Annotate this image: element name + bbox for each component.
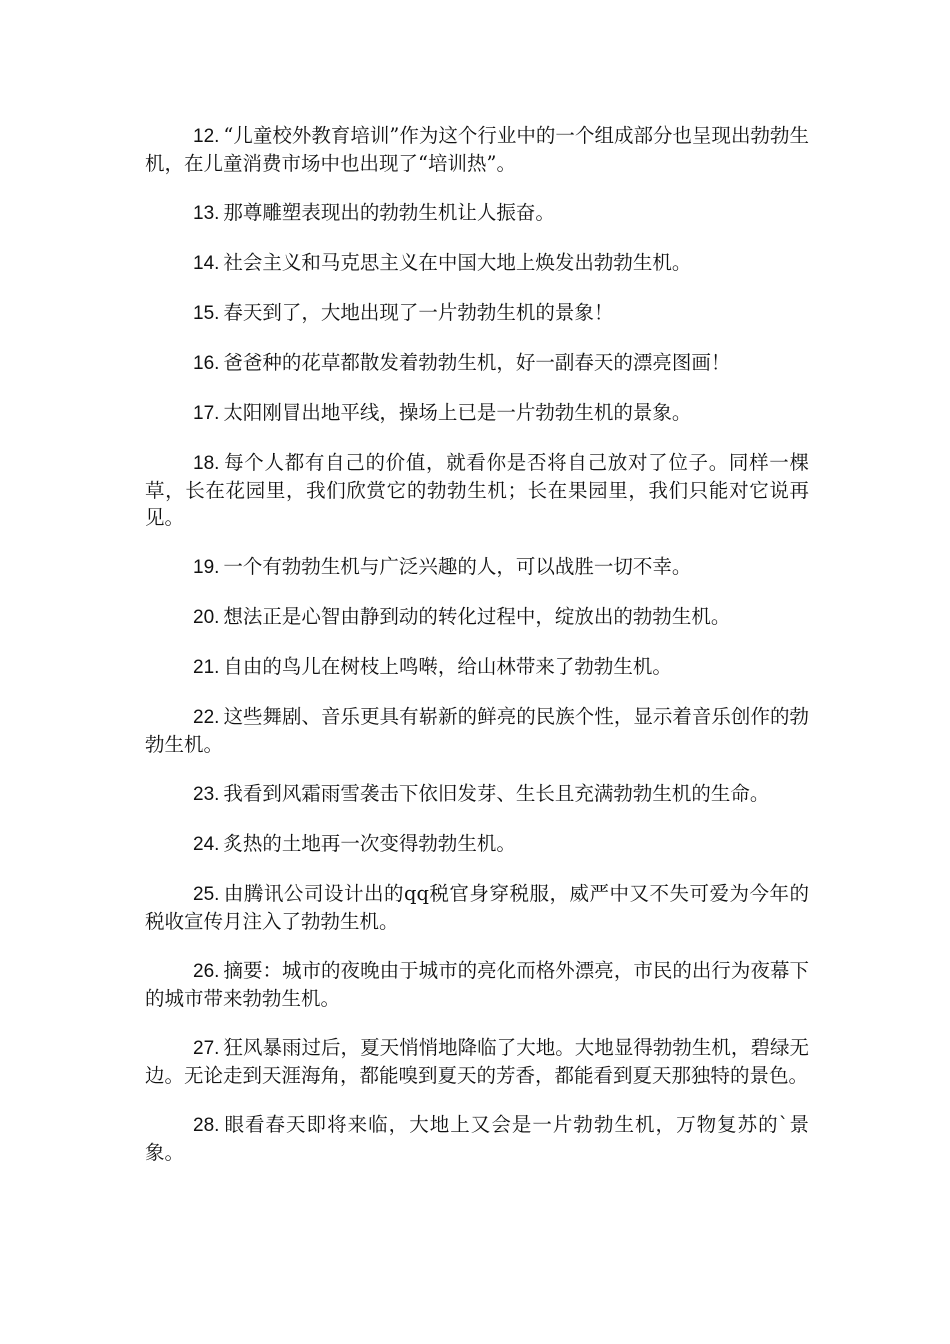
- item-text: 眼看春天即将来临，大地上又会是一片勃勃生机，万物复苏的`景象。: [145, 1113, 809, 1164]
- item-number: 22.: [193, 707, 220, 728]
- item-number: 19.: [193, 557, 220, 578]
- paragraph-25: [145, 880, 809, 935]
- item-text: 我看到风霜雨雪袭击下依旧发芽、生长且充满勃勃生机的生命。: [223, 782, 770, 805]
- item-text: 狂风暴雨过后，夏天悄悄地降临了大地。大地显得勃勃生机，碧绿无边。无论走到天涯海角，都能嗅到夏天的芳香，都能看到夏天那独特的景色。: [145, 1036, 809, 1087]
- item-number: 24.: [193, 834, 220, 855]
- item-number: 18.: [193, 453, 220, 474]
- item-number: 17.: [193, 403, 220, 424]
- item-text: 春天到了，大地出现了一片勃勃生机的景象！: [223, 301, 614, 324]
- item-number: 15.: [193, 303, 220, 324]
- paragraph-18: [145, 449, 809, 531]
- item-text: 自由的鸟儿在树枝上鸣啭，给山林带来了勃勃生机。: [223, 655, 672, 678]
- item-text: 炙热的土地再一次变得勃勃生机。: [223, 832, 516, 855]
- paragraph-22: [145, 703, 809, 758]
- item-number: 21.: [193, 657, 220, 678]
- item-text: 摘要：城市的夜晚由于城市的亮化而格外漂亮，市民的出行为夜幕下的城市带来勃勃生机。: [145, 959, 809, 1010]
- item-text: 那尊雕塑表现出的勃勃生机让人振奋。: [223, 201, 555, 224]
- paragraph-13: [145, 199, 809, 227]
- item-number: 12.: [193, 126, 220, 147]
- item-number: 28.: [193, 1115, 220, 1136]
- item-text: “儿童校外教育培训”作为这个行业中的一个组成部分也呈现出勃勃生机，在儿童消费市场中也出现了“培训热”。: [145, 124, 809, 175]
- paragraph-23: [145, 780, 809, 808]
- paragraph-17: [145, 399, 809, 427]
- item-text: 想法正是心智由静到动的转化过程中，绽放出的勃勃生机。: [223, 605, 731, 628]
- item-number: 25.: [193, 884, 220, 905]
- item-number: 27.: [193, 1038, 220, 1059]
- paragraph-27: [145, 1034, 809, 1089]
- paragraph-26: [145, 957, 809, 1012]
- item-text: 太阳刚冒出地平线，操场上已是一片勃勃生机的景象。: [223, 401, 692, 424]
- item-number: 16.: [193, 353, 220, 374]
- paragraph-14: [145, 249, 809, 277]
- item-text: 每个人都有自己的价值，就看你是否将自己放对了位子。同样一棵草，长在花园里，我们欣赏它的勃勃生机；长在果园里，我们只能对它说再见。: [145, 451, 809, 529]
- item-text: 由腾讯公司设计出的qq税官身穿税服，威严中又不失可爱为今年的税收宣传月注入了勃勃生机。: [145, 882, 809, 933]
- item-number: 14.: [193, 253, 220, 274]
- paragraph-21: [145, 653, 809, 681]
- item-text: 一个有勃勃生机与广泛兴趣的人，可以战胜一切不幸。: [223, 555, 692, 578]
- item-number: 23.: [193, 784, 220, 805]
- item-number: 26.: [193, 961, 220, 982]
- paragraph-12: [145, 122, 809, 177]
- paragraph-16: [145, 349, 809, 377]
- item-text: 这些舞剧、音乐更具有崭新的鲜亮的民族个性，显示着音乐创作的勃勃生机。: [145, 705, 809, 756]
- paragraph-15: [145, 299, 809, 327]
- paragraph-28: [145, 1111, 809, 1166]
- paragraph-20: [145, 603, 809, 631]
- item-number: 13.: [193, 203, 220, 224]
- document-body: [145, 122, 809, 1188]
- item-text: 爸爸种的花草都散发着勃勃生机，好一副春天的漂亮图画！: [223, 351, 731, 374]
- paragraph-24: [145, 830, 809, 858]
- paragraph-19: [145, 553, 809, 581]
- item-text: 社会主义和马克思主义在中国大地上焕发出勃勃生机。: [223, 251, 692, 274]
- item-number: 20.: [193, 607, 220, 628]
